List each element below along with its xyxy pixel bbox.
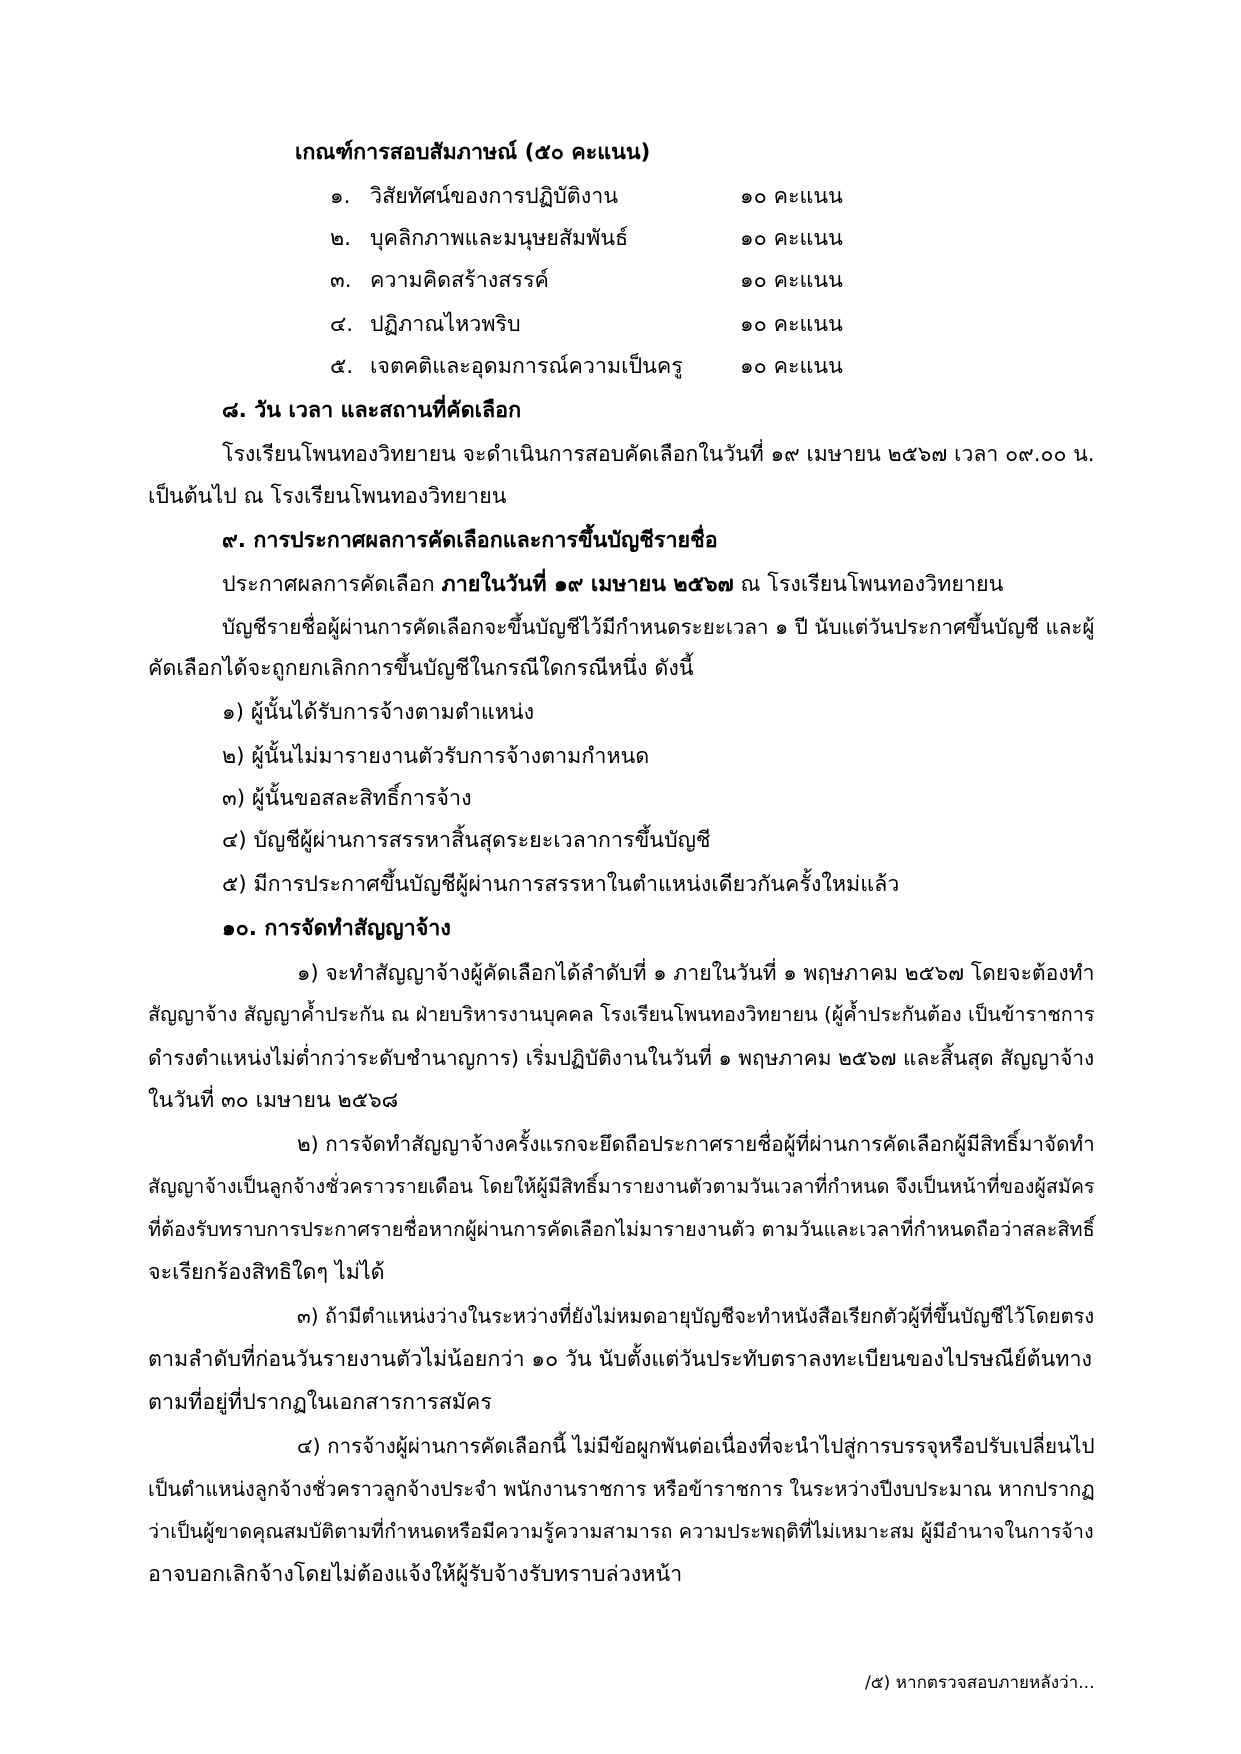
section8-paragraph-line: โรงเรียนโพนทองวิทยายน จะดำเนินการสอบคัดเลือกในวันที่ ๑๙ เมษายน ๒๕๖๗ เวลา ๐๙.๐๐ น. [222,442,1095,467]
criteria-heading: เกณฑ์การสอบสัมภาษณ์ (๕๐ คะแนน) [295,140,651,165]
section8-heading: ๘. วัน เวลา และสถานที่คัดเลือก [222,398,522,423]
contract-paragraph-line: ในวันที่ ๓๐ เมษายน ๒๕๖๘ [148,1088,399,1113]
criteria-item-label: วิสัยทัศน์ของการปฏิบัติงาน [370,184,619,209]
contract-paragraph-line: ๔) การจ้างผู้ผ่านการคัดเลือกนี้ ไม่มีข้อผูกพันต่อเนื่องที่จะนำไปสู่การบรรจุหรือปรับเปลี่ยนไป [297,1434,1095,1458]
cancellation-case: ๕) มีการประกาศขึ้นบัญชีผู้ผ่านการสรรหาในตำแหน่งเดียวกันครั้งใหม่แล้ว [222,872,900,897]
contract-paragraph-line: ดำรงตำแหน่งไม่ต่ำกว่าระดับชำนาญการ) เริ่มปฏิบัติงานในวันที่ ๑ พฤษภาคม ๒๕๖๗ และสิ้นสุด สัญญาจ้าง [148,1046,1095,1070]
contract-paragraph-line: อาจบอกเลิกจ้างโดยไม่ต้องแจ้งให้ผู้รับจ้างรับทราบล่วงหน้า [148,1562,683,1587]
contract-paragraph-line: ๓) ถ้ามีตำแหน่งว่างในระหว่างที่ยังไม่หมดอายุบัญชีจะทำหนังสือเรียกตัวผู้ที่ขึ้นบัญชีไว้โดยตรง [297,1304,1095,1328]
contract-paragraph-line: ว่าเป็นผู้ขาดคุณสมบัติตามที่กำหนดหรือมีความรู้ความสามารถ ความประพฤติที่ไม่เหมาะสม ผู้มีอำนาจในการจ้าง [148,1520,1094,1543]
section9-paragraph-line: คัดเลือกได้จะถูกยกเลิกการขึ้นบัญชีในกรณีใดกรณีหนึ่ง ดังนี้ [148,656,694,681]
criteria-item-label: บุคลิกภาพและมนุษยสัมพันธ์ [370,226,629,251]
criteria-item-score: ๑๐ คะแนน [740,312,843,337]
announcement-date: ภายในวันที่ ๑๙ เมษายน ๒๕๖๗ [441,572,734,597]
contract-paragraph-line: ตามลำดับที่ก่อนวันรายงานตัวไม่น้อยกว่า ๑๐ วัน นับตั้งแต่วันประทับตราลงทะเบียนของไปรษณีย์ต้นทาง [148,1347,1093,1372]
announcement-prefix: ประกาศผลการคัดเลือก [222,572,442,597]
cancellation-case: ๓) ผู้นั้นขอสละสิทธิ์การจ้าง [222,786,472,811]
criteria-item-label: ปฏิภาณไหวพริบ [370,312,521,337]
criteria-item-number: ๕. [330,354,354,379]
section9-heading: ๙. การประกาศผลการคัดเลือกและการขึ้นบัญชีรายชื่อ [222,528,718,553]
criteria-item-score: ๑๐ คะแนน [740,354,843,379]
criteria-item-label: ความคิดสร้างสรรค์ [370,268,549,293]
announcement-suffix: ณ โรงเรียนโพนทองวิทยายน [733,572,1004,597]
contract-paragraph-line: สัญญาจ้าง สัญญาค้ำประกัน ณ ฝ่ายบริหารงานบุคคล โรงเรียนโพนทองวิทยายน (ผู้ค้ำประกันต้อง เป็นข้าราชการ [148,1003,1095,1026]
criteria-item-label: เจตคติและอุดมการณ์ความเป็นครู [370,354,683,379]
section10-heading: ๑๐. การจัดทำสัญญาจ้าง [222,916,451,941]
cancellation-case: ๒) ผู้นั้นไม่มารายงานตัวรับการจ้างตามกำหนด [222,744,650,769]
contract-paragraph-line: จะเรียกร้องสิทธิใดๆ ไม่ได้ [148,1260,385,1285]
criteria-item-score: ๑๐ คะแนน [740,268,843,293]
contract-paragraph-line: สัญญาจ้างเป็นลูกจ้างชั่วคราวรายเดือน โดยให้ผู้มีสิทธิ์มารายงานตัวตามวันเวลาที่กำหนด จึงเป็นหน้าที่ของผู้สมัคร [148,1175,1095,1198]
criteria-item-score: ๑๐ คะแนน [740,226,843,251]
contract-paragraph-line: ๑) จะทำสัญญาจ้างผู้คัดเลือกได้ลำดับที่ ๑ ภายในวันที่ ๑ พฤษภาคม ๒๕๖๗ โดยจะต้องทำ [297,960,1095,985]
criteria-item-number: ๓. [330,268,352,293]
contract-paragraph-line: เป็นตำแหน่งลูกจ้างชั่วคราวลูกจ้างประจำ พนักงานราชการ หรือข้าราชการ ในระหว่างปีงบประมาณ หากปรากฏ [148,1477,1095,1501]
criteria-item-number: ๒. [330,226,352,251]
criteria-item-number: ๔. [330,312,354,337]
criteria-item-number: ๑. [330,184,351,209]
cancellation-case: ๔) บัญชีผู้ผ่านการสรรหาสิ้นสุดระยะเวลาการขึ้นบัญชี [222,828,711,853]
continued-page-note: /๕) หากตรวจสอบภายหลังว่า... [865,1673,1095,1693]
section9-paragraph-line: บัญชีรายชื่อผู้ผ่านการคัดเลือกจะขึ้นบัญชีไว้มีกำหนดระยะเวลา ๑ ปี นับแต่วันประกาศขึ้นบัญชี และผู้ [222,615,1095,639]
cancellation-case: ๑) ผู้นั้นได้รับการจ้างตามตำแหน่ง [222,700,535,725]
section9-announcement [222,574,1003,596]
criteria-item-score: ๑๐ คะแนน [740,184,843,209]
contract-paragraph-line: ตามที่อยู่ที่ปรากฏในเอกสารการสมัคร [148,1390,492,1415]
contract-paragraph-line: ที่ต้องรับทราบการประกาศรายชื่อหากผู้ผ่านการคัดเลือกไม่มารายงานตัว ตามวันและเวลาที่กำหนดถือว่าสละสิทธิ์ [148,1218,1095,1241]
section8-paragraph-line: เป็นต้นไป ณ โรงเรียนโพนทองวิทยายน [148,484,507,509]
contract-paragraph-line: ๒) การจัดทำสัญญาจ้างครั้งแรกจะยึดถือประกาศรายชื่อผู้ที่ผ่านการคัดเลือกผู้มีสิทธิ์มาจัดทำ [297,1132,1095,1156]
